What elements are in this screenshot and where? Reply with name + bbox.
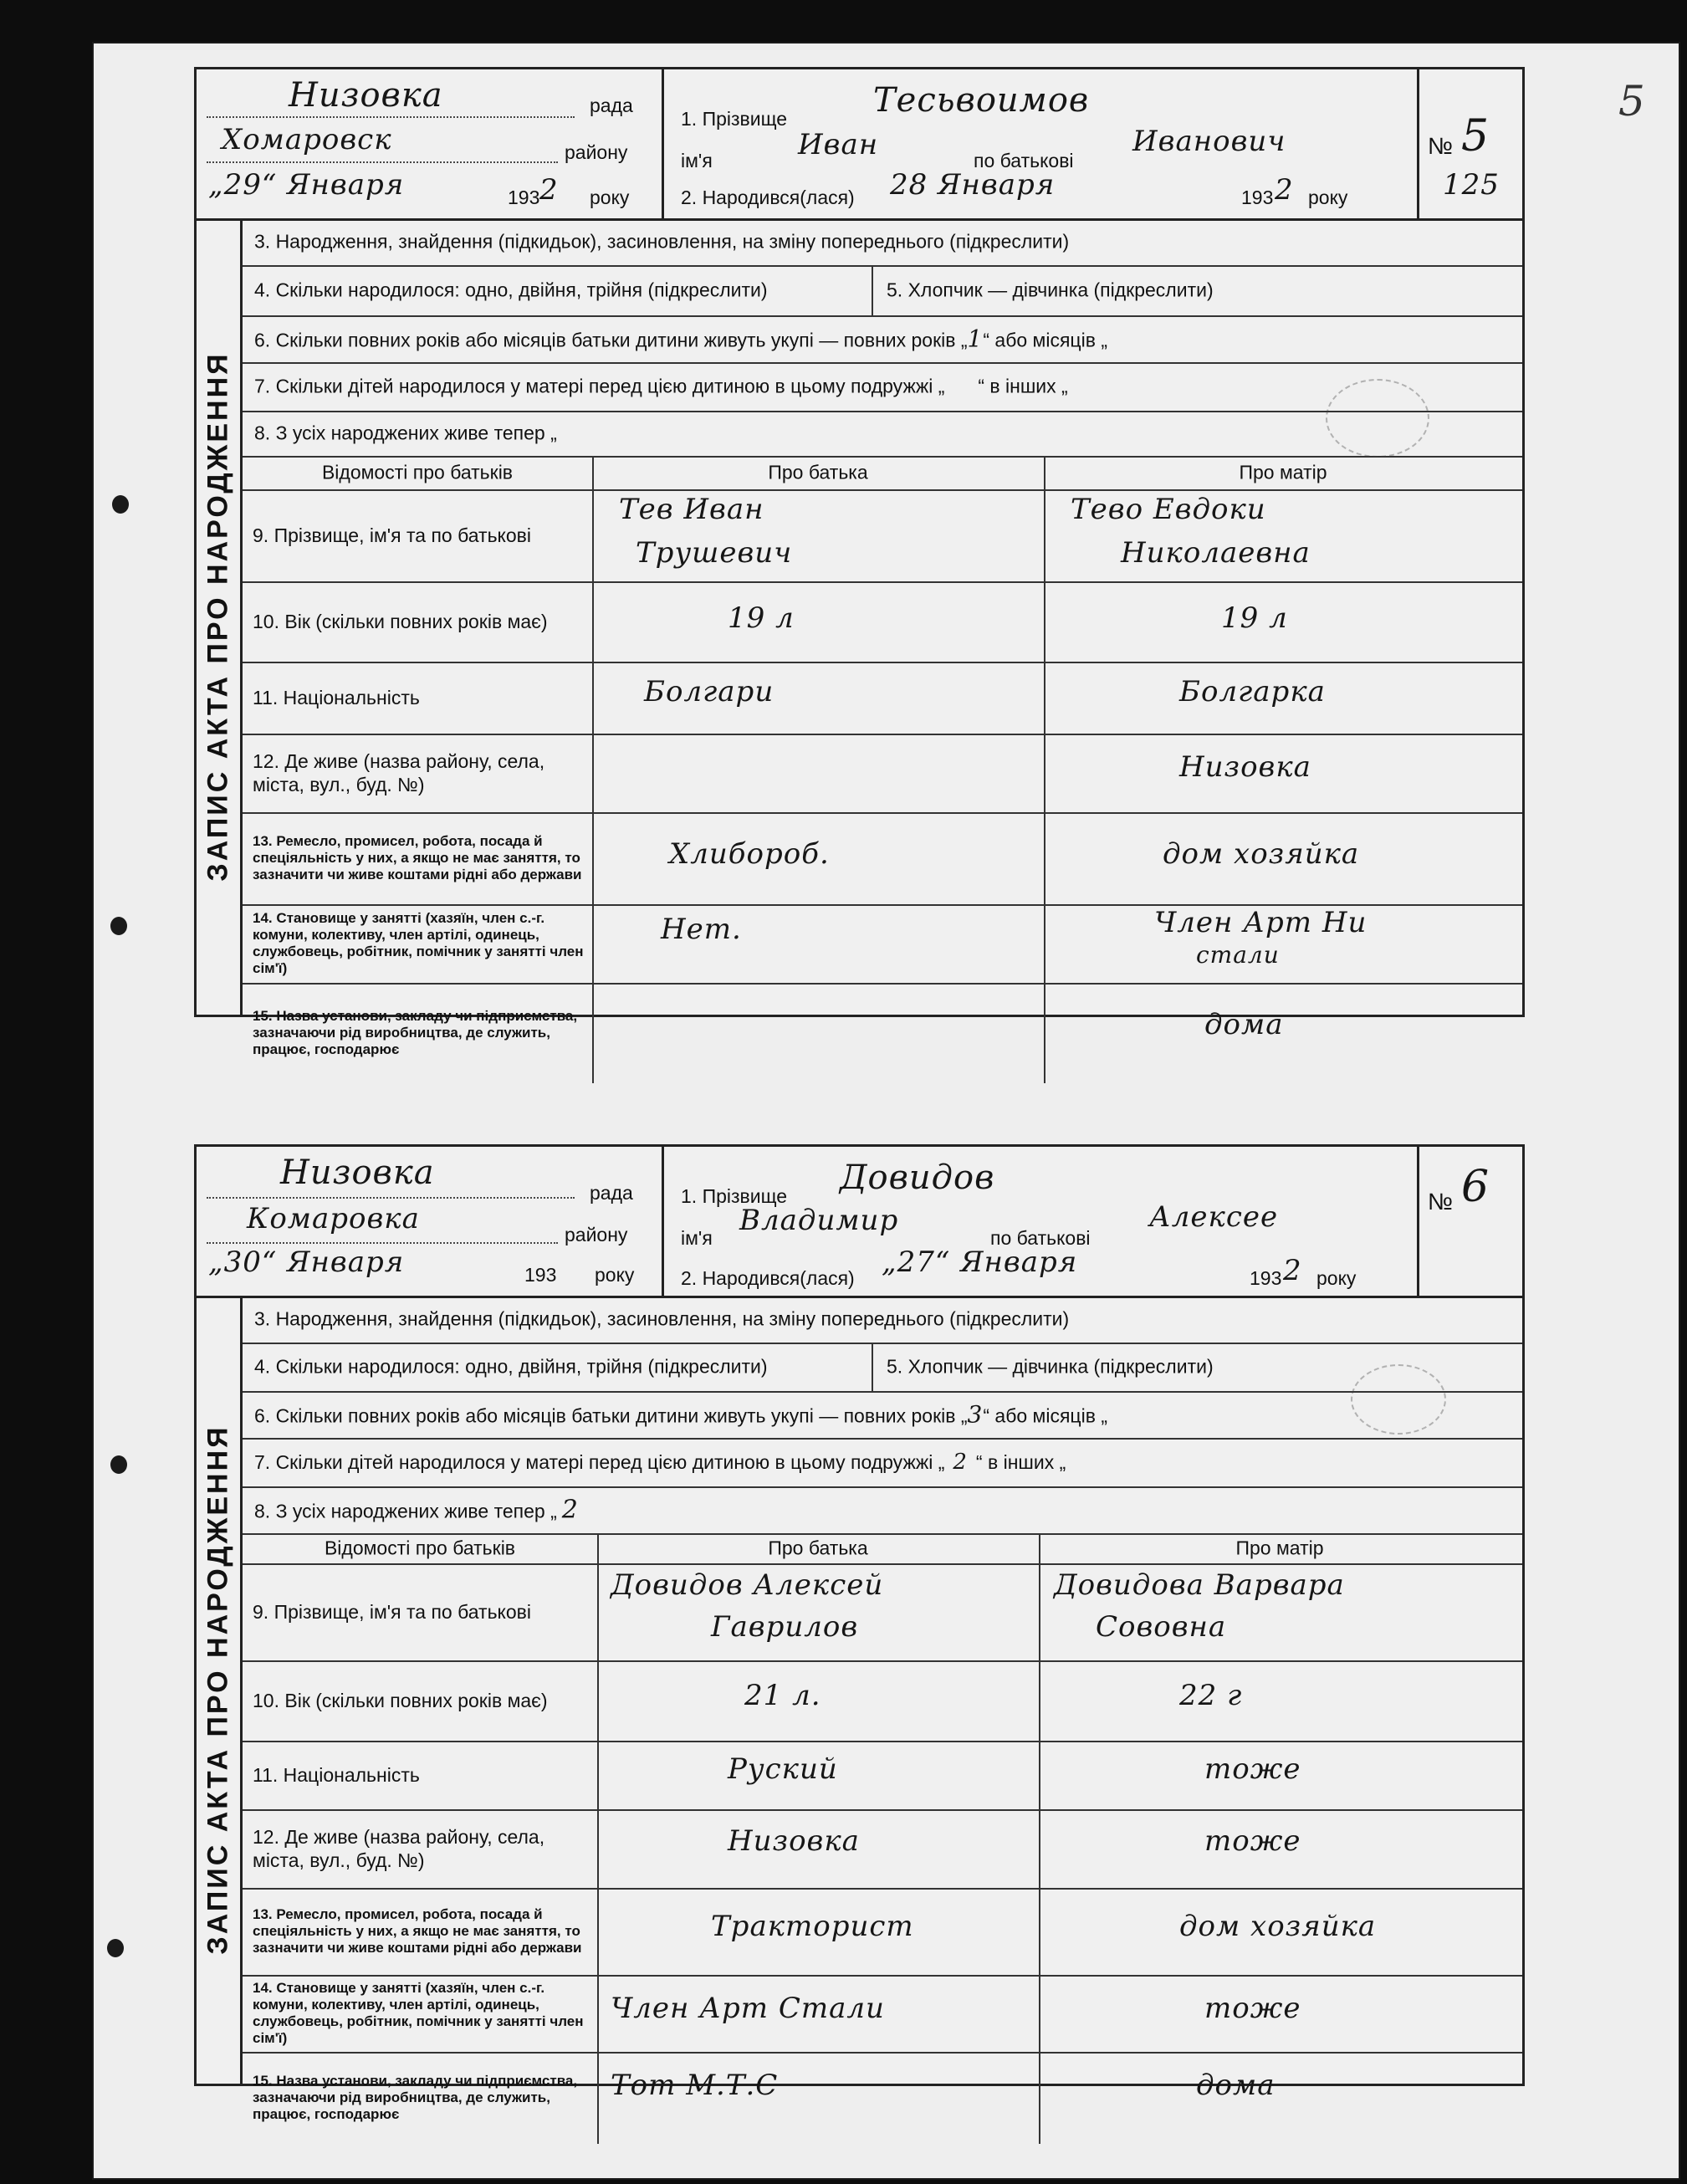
row-15-workplace: 15. Назва установи, закладу чи підприємства, зазначаючи рід виробництва, де служить, працює, господарює Тот М.Т.С дома <box>243 2052 1522 2144</box>
mother-status: тоже <box>1204 1992 1301 2025</box>
father-occupation: Хлибороб. <box>669 837 830 871</box>
year-suffix: 2 <box>539 173 559 207</box>
mother-nationality: тоже <box>1204 1752 1301 1786</box>
record-header <box>197 1147 1522 1298</box>
father-name-1: Тев Иван <box>619 493 764 526</box>
child-block <box>664 69 1417 218</box>
punch-hole <box>110 917 127 935</box>
rada-value: Низовка <box>289 76 443 115</box>
record-header <box>197 69 1522 221</box>
mother-status-2: стали <box>1196 941 1280 969</box>
patronymic-label: по батькові <box>990 1227 1091 1249</box>
living-now: 2 <box>561 1495 579 1525</box>
row-q3: 3. Народження, знайдення (підкидьок), засиновлення, на зміну попереднього (підкреслити) <box>243 1296 1522 1344</box>
name-label: ім'я <box>681 150 713 171</box>
born-label: 2. Народився(лася) <box>681 187 855 208</box>
born-roku-label: року <box>1308 187 1348 208</box>
rayon-value: Хомаровск <box>222 123 392 156</box>
row-13-occupation: 13. Ремесло, промисел, робота, посада й спеціяльність у них, а якщо не має заняття, то зазначити чи живе коштами рідні або держави Тракторист дом хозяйка <box>243 1888 1522 1977</box>
faint-stamp <box>1351 1364 1446 1435</box>
registration-date: „29“ Января <box>208 168 405 202</box>
birth-date: „27“ Января <box>882 1245 1078 1279</box>
parents-table-header: Відомості про батьків Про батька Про матір <box>243 1533 1522 1565</box>
record-number-box <box>1417 69 1525 218</box>
child-block <box>664 1147 1417 1296</box>
year-prefix: 193 <box>508 187 540 208</box>
row-15-workplace: 15. Назва установи, закладу чи підприємства, зазначаючи рід виробництва, де служить, працює, господарює дома <box>243 983 1522 1083</box>
row-12-residence: 12. Де живе (назва району, села, міста, вул., буд. №) Низовка тоже <box>243 1809 1522 1890</box>
born-year-prefix: 193 <box>1250 1267 1282 1289</box>
mother-age: 19 л <box>1221 601 1288 635</box>
mother-name-2: Николаевна <box>1121 536 1311 570</box>
mother-residence: Низовка <box>1179 750 1311 784</box>
corner-note: 5 <box>1618 77 1645 125</box>
row-10-age: 10. Вік (скільки повних років має) 21 л. 22 г <box>243 1660 1522 1742</box>
record-number: 6 <box>1461 1162 1490 1212</box>
years-together: 3 <box>967 1400 984 1429</box>
mother-name-2: Сововна <box>1096 1610 1227 1644</box>
parents-table-header: Відомості про батьків Про батька Про матір <box>243 456 1522 491</box>
row-10-age: 10. Вік (скільки повних років має) 19 л 19 л <box>243 581 1522 663</box>
row-12-residence: 12. Де живе (назва району, села, міста, вул., буд. №) Низовка <box>243 734 1522 814</box>
father-nationality: Руский <box>728 1752 838 1786</box>
born-label: 2. Народився(лася) <box>681 1267 855 1289</box>
rada-value: Низовка <box>280 1153 435 1192</box>
row-q7: 7. Скільки дітей народилося у матері перед цією дитиною в цьому подружжі „ “ в інших „ <box>243 362 1522 412</box>
mother-age: 22 г <box>1179 1679 1243 1712</box>
rada-label: рада <box>590 95 633 116</box>
mother-nationality: Болгарка <box>1179 675 1326 708</box>
row-q3: 3. Народження, знайдення (підкидьок), засиновлення, на зміну попереднього (підкреслити) <box>243 218 1522 267</box>
father-nationality: Болгари <box>644 675 774 708</box>
row-9-names: 9. Прізвище, ім'я та по батькові Довидов Алексей Гаврилов Довидова Варвара Сововна <box>243 1563 1522 1662</box>
rayon-value: Комаровка <box>247 1202 420 1235</box>
punch-hole <box>107 1939 124 1957</box>
row-9-names: 9. Прізвище, ім'я та по батькові Тев Иван Трушевич Тево Евдоки Николаевна <box>243 489 1522 583</box>
roku-label: року <box>595 1264 635 1286</box>
mother-occupation: дом хозяйка <box>1163 837 1360 871</box>
record-number-box <box>1417 1147 1525 1296</box>
born-year-suffix: 2 <box>1275 173 1294 207</box>
born-roku-label: року <box>1316 1267 1357 1289</box>
child-patronymic: Алексее <box>1149 1200 1279 1234</box>
row-q4-q5: 4. Скільки народилося: одно, двійня, трійня (підкреслити) 5. Хлопчик — дівчинка (підкреслити) <box>243 1343 1522 1393</box>
record-number: 5 <box>1461 111 1490 161</box>
father-status: Нет. <box>661 913 742 946</box>
registration-block <box>197 1147 664 1296</box>
birth-date: 28 Января <box>890 168 1056 202</box>
record-grid <box>243 218 1522 1057</box>
number-prefix: № <box>1428 133 1454 159</box>
row-11-nationality: 11. Національність Болгари Болгарка <box>243 662 1522 735</box>
years-together: 1 <box>967 325 984 353</box>
row-13-occupation: 13. Ремесло, промисел, робота, посада й спеціяльність у них, а якщо не має заняття, то зазначити чи живе коштами рідні або держави Хлибороб. дом хозяйка <box>243 812 1522 906</box>
father-occupation: Тракторист <box>711 1910 914 1943</box>
surname-label: 1. Прізвище <box>681 108 788 130</box>
row-q8: 8. З усіх народжених живе тепер „ 2 <box>243 1486 1522 1535</box>
rayon-label: району <box>565 141 628 163</box>
row-14-status: 14. Становище у занятті (хазяїн, член с.-г. комуни, колективу, член артілі, одинець, службовець, робітник, помічник у занятті член сім'ї) Нет. Член Арт Ни стали <box>243 904 1522 985</box>
faint-stamp <box>1326 379 1429 458</box>
row-q8: 8. З усіх народжених живе тепер „ <box>243 411 1522 458</box>
registration-date: „30“ Января <box>208 1245 405 1279</box>
father-age: 19 л <box>728 601 795 635</box>
mother-occupation: дом хозяйка <box>1179 1910 1377 1943</box>
mother-residence: тоже <box>1204 1824 1301 1858</box>
father-name-1: Довидов Алексей <box>611 1568 884 1602</box>
registration-block <box>197 69 664 218</box>
row-11-nationality: 11. Національність Руский тоже <box>243 1741 1522 1811</box>
row-q6: 6. Скільки повних років або місяців батьки дитини живуть укупі — повних років „3“ або місяців „ <box>243 1391 1522 1440</box>
number-prefix: № <box>1428 1189 1454 1215</box>
rada-label: рада <box>590 1182 633 1204</box>
name-label: ім'я <box>681 1227 713 1249</box>
side-title: ЗАПИС АКТА ПРО НАРОДЖЕННЯ <box>197 218 243 1015</box>
row-q4-q5: 4. Скільки народилося: одно, двійня, трійня (підкреслити) 5. Хлопчик — дівчинка (підкреслити) <box>243 265 1522 317</box>
surname-label: 1. Прізвище <box>681 1185 788 1207</box>
child-name: Владимир <box>739 1204 899 1237</box>
row-q7: 7. Скільки дітей народилося у матері перед цією дитиною в цьому подружжі „ 2 “ в інших „ <box>243 1438 1522 1488</box>
father-residence: Низовка <box>728 1824 860 1858</box>
margin-number: 125 <box>1443 168 1500 202</box>
father-name-2: Трушевич <box>636 536 793 570</box>
child-surname: Тесьвоимов <box>873 81 1090 120</box>
patronymic-label: по батькові <box>974 150 1074 171</box>
rayon-label: району <box>565 1224 628 1245</box>
birth-record-6 <box>194 1144 1525 2122</box>
mother-name-1: Довидова Варвара <box>1054 1568 1345 1602</box>
punch-hole <box>112 495 129 514</box>
child-name: Иван <box>798 128 879 161</box>
children-before: 2 <box>953 1450 968 1475</box>
father-workplace: Тот М.Т.С <box>611 2069 779 2102</box>
born-year-prefix: 193 <box>1241 187 1274 208</box>
child-patronymic: Иванович <box>1132 125 1286 158</box>
father-name-2: Гаврилов <box>711 1610 859 1644</box>
child-surname: Довидов <box>840 1158 995 1197</box>
mother-workplace: дома <box>1204 1008 1284 1041</box>
roku-label: року <box>590 187 630 208</box>
mother-status-1: Член Арт Ни <box>1154 906 1367 939</box>
mother-workplace: дома <box>1196 2069 1275 2102</box>
father-status: Член Арт Стали <box>611 1992 885 2025</box>
year-prefix: 193 <box>524 1264 557 1286</box>
born-year-suffix: 2 <box>1283 1254 1302 1287</box>
row-q6: 6. Скільки повних років або місяців батьки дитини живуть укупі — повних років „1“ або місяців „ <box>243 315 1522 364</box>
row-14-status: 14. Становище у занятті (хазяїн, член с.-г. комуни, колективу, член артілі, одинець, службовець, робітник, помічник у занятті член сім'ї) Член Арт Стали тоже <box>243 1975 1522 2054</box>
record-grid <box>243 1296 1522 2122</box>
mother-name-1: Тево Евдоки <box>1071 493 1266 526</box>
birth-record-5 <box>194 67 1525 1057</box>
punch-hole <box>110 1455 127 1474</box>
side-title: ЗАПИС АКТА ПРО НАРОДЖЕННЯ <box>197 1296 243 2084</box>
father-age: 21 л. <box>744 1679 821 1712</box>
